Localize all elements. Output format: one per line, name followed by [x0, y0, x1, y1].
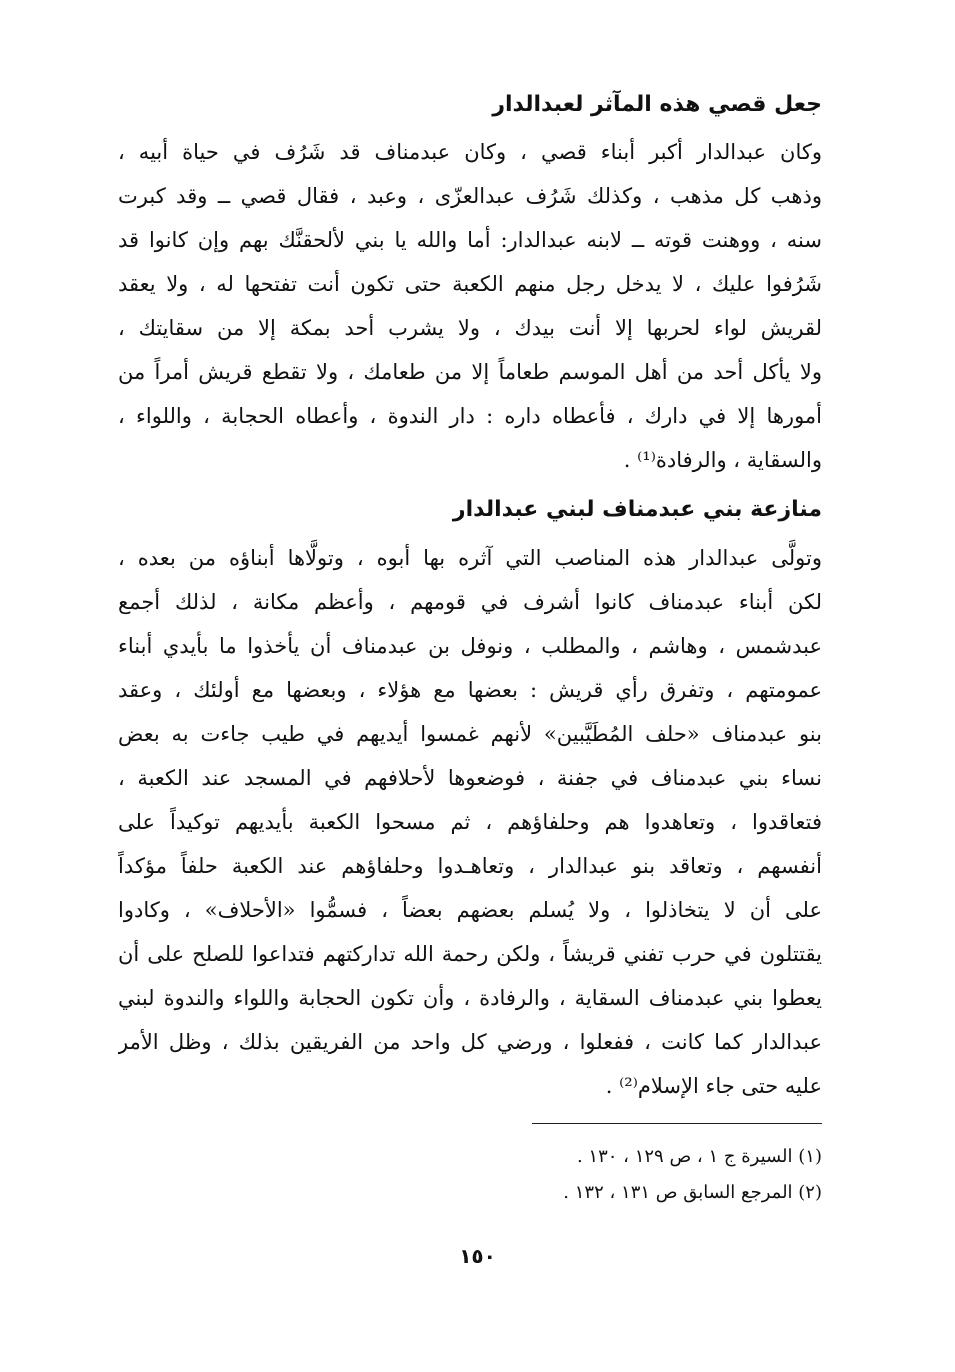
paragraph-line: وكان عبدالدار أكبر أبناء قصي ، وكان عبدمناف قد شَرُف في حياة أبيه ، [118, 140, 822, 164]
section-heading-1: جعل قصي هذه المآثر لعبدالدار [492, 92, 822, 117]
section-heading-2: منازعة بني عبدمناف لبني عبدالدار [452, 497, 822, 522]
paragraph-line: لكن أبناء عبدمناف كانوا أشرف في قومهم ، وأعظم مكانة ، لذلك أجمع [118, 590, 822, 614]
paragraph-1 [118, 130, 822, 482]
paragraph-line: سنه ، ووهنت قوته ــ لابنه عبدالدار: أما والله يا بني لألحقنَّك بهم وإن كانوا قد [118, 228, 822, 252]
paragraph-line: على أن لا يتخاذلوا ، ولا يُسلم بعضهم بعضاً ، فسمُّوا «الأحلاف» ، وكادوا [118, 898, 822, 922]
paragraph-line: وذهب كل مذهب ، وكذلك شَرُف عبدالعزّى ، وعبد ، فقال قصي ــ وقد كبرت [118, 184, 822, 208]
footnote-divider [532, 1123, 822, 1124]
paragraph-line: أنفسهم ، وتعاقد بنو عبدالدار ، وتعاهـدوا وحلفاؤهم عند الكعبة حلفاً مؤكداً [118, 854, 822, 878]
paragraph-line: لقريش لواء لحربها إلا أنت بيدك ، ولا يشرب أحد بمكة إلا من سقايتك ، [118, 316, 822, 340]
paragraph-2 [118, 536, 822, 1108]
paragraph-line: عبدشمس ، وهاشم ، والمطلب ، ونوفل بن عبدمناف أن يأخذوا ما بأيدي أبناء [118, 634, 822, 658]
footnote-2: (٢) المرجع السابق ص ١٣١ ، ١٣٢ . [563, 1182, 822, 1203]
paragraph-line: بنو عبدمناف «حلف المُطَيَّبين» لأنهم غمسوا أيديهم في طيب جاءت به بعض [118, 722, 822, 746]
paragraph-line: يعطوا بني عبدمناف السقاية ، والرفادة ، وأن تكون الحجابة واللواء والندوة لبني [118, 986, 822, 1010]
paragraph-line: عمومتهم ، وتفرق رأي قريش : بعضها مع هؤلاء ، وبعضها مع أولئك ، وعقد [118, 678, 822, 702]
paragraph-line: أمورها إلا في دارك ، فأعطاه داره : دار الندوة ، وأعطاه الحجابة ، واللواء ، [118, 404, 822, 428]
paragraph-line: فتعاقدوا ، وتعاهدوا هم وحلفاؤهم ، ثم مسحوا الكعبة بأيديهم توكيداً على [118, 810, 822, 834]
paragraph-line: نساء بني عبدمناف في جفنة ، فوضعوها لأحلافهم في المسجد عند الكعبة ، [118, 766, 822, 790]
paragraph-line: والسقاية ، والرفادة⁽¹⁾ . [623, 448, 822, 472]
page-number: ١٥٠ [459, 1244, 496, 1268]
paragraph-line: عليه حتى جاء الإسلام⁽²⁾ . [605, 1074, 822, 1098]
paragraph-line: يقتتلون في حرب تفني قريشاً ، ولكن رحمة الله تداركتهم فتداعوا للصلح على أن [118, 942, 822, 966]
paragraph-line: وتولَّى عبدالدار هذه المناصب التي آثره بها أبوه ، وتولَّاها أبناؤه من بعده ، [118, 546, 822, 570]
paragraph-line: ولا يأكل أحد من أهل الموسم طعاماً إلا من طعامك ، ولا تقطع قريش أمراً من [118, 360, 822, 384]
paragraph-line: شَرُفوا عليك ، لا يدخل رجل منهم الكعبة حتى تكون أنت تفتحها له ، ولا يعقد [118, 272, 822, 296]
footnote-1: (١) السيرة ج ١ ، ص ١٢٩ ، ١٣٠ . [576, 1146, 822, 1167]
paragraph-line: عبدالدار كما كانت ، ففعلوا ، ورضي كل واحد من الفريقين بذلك ، وظل الأمر [118, 1030, 822, 1054]
